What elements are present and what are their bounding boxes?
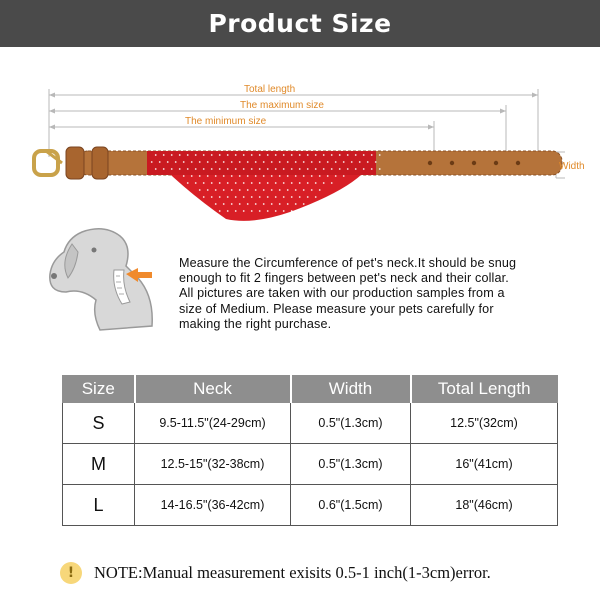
- instruction-line: enough to fit 2 fingers between pet's neck and their collar.: [179, 271, 509, 286]
- table-header-row: [63, 376, 558, 403]
- size-table: [62, 375, 558, 526]
- keeper-loop: [66, 147, 84, 179]
- neck-cell: 12.5-15"(32-38cm): [135, 444, 291, 485]
- size-cell: S: [63, 403, 135, 444]
- max-size-label: The maximum size: [240, 100, 324, 111]
- table-row: [63, 485, 558, 526]
- collar-diagram: [0, 47, 600, 227]
- dog-measurement-icon: [42, 222, 172, 342]
- total-length-cell: 12.5"(32cm): [411, 403, 558, 444]
- neck-cell: 9.5-11.5"(24-29cm): [135, 403, 291, 444]
- instruction-line: making the right purchase.: [179, 316, 332, 331]
- total-length-cell: 18"(46cm): [411, 485, 558, 526]
- page-title: Product Size: [208, 9, 392, 38]
- instruction-line: Measure the Circumference of pet's neck.It should be snug: [179, 256, 517, 270]
- width-label: Width: [559, 161, 585, 172]
- column-header-total-length: Total Length: [411, 376, 558, 403]
- width-cell: 0.6"(1.5cm): [291, 485, 411, 526]
- buckle: [34, 151, 58, 175]
- keeper-loop-2: [92, 147, 108, 179]
- table-row: [63, 444, 558, 485]
- size-cell: L: [63, 485, 135, 526]
- column-header-width: Width: [291, 376, 411, 403]
- collar-drawing: [0, 47, 600, 227]
- column-header-neck: Neck: [135, 376, 291, 403]
- total-length-cell: 16"(41cm): [411, 444, 558, 485]
- neck-cell: 14-16.5"(36-42cm): [135, 485, 291, 526]
- min-size-label: The minimum size: [185, 116, 267, 127]
- total-length-label: Total length: [244, 84, 296, 95]
- measurement-instructions: [179, 256, 579, 332]
- instruction-line: size of Medium. Please measure your pets carefully for: [179, 301, 494, 316]
- size-cell: M: [63, 444, 135, 485]
- title-banner: [0, 0, 600, 47]
- warning-icon: !: [60, 562, 82, 584]
- table-row: [63, 403, 558, 444]
- note: [60, 562, 491, 584]
- dog-illustration: [42, 222, 172, 342]
- width-cell: 0.5"(1.3cm): [291, 403, 411, 444]
- width-cell: 0.5"(1.3cm): [291, 444, 411, 485]
- instruction-line: All pictures are taken with our production samples from a: [179, 286, 505, 301]
- column-header-size: Size: [63, 376, 135, 403]
- note-text: NOTE:Manual measurement exisits 0.5-1 inch(1-3cm)error.: [94, 563, 491, 582]
